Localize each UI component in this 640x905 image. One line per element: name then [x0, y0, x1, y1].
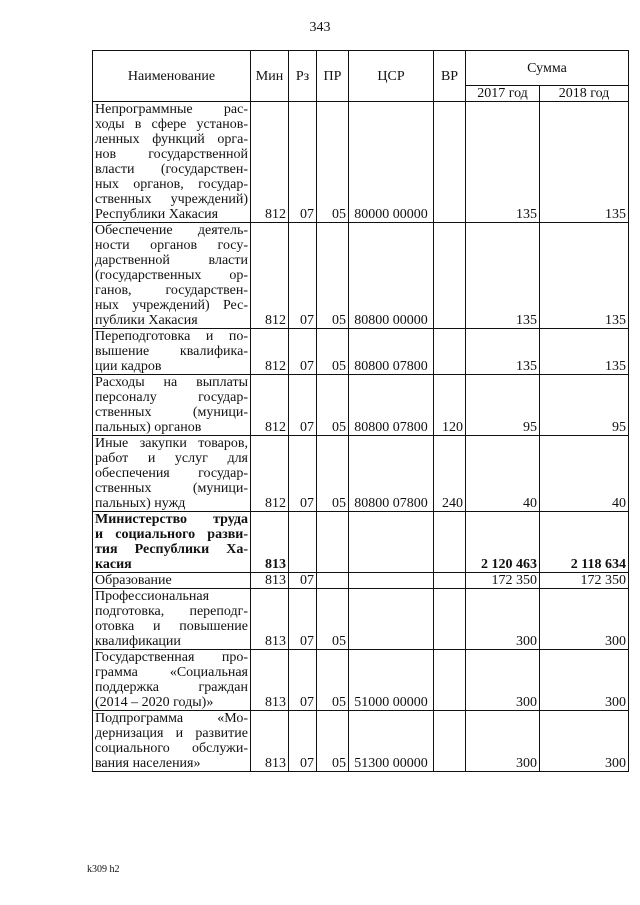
cell-rz: 07: [289, 711, 317, 772]
cell-pr: 05: [317, 589, 349, 650]
footer-code: k309 h2: [87, 864, 120, 875]
cell-y2017: 172 350: [466, 573, 540, 589]
header-min: Мин: [251, 51, 289, 102]
cell-rz: 07: [289, 573, 317, 589]
row-name-line: (государственных ор-: [95, 268, 248, 283]
table-row: [93, 102, 629, 223]
cell-rz: 07: [289, 329, 317, 375]
header-name: Наименование: [93, 51, 251, 102]
page-number: 343: [309, 20, 331, 35]
row-name-line: грамма «Социальная: [95, 665, 248, 680]
cell-rz: 07: [289, 589, 317, 650]
cell-min: 812: [251, 375, 289, 436]
row-name: [93, 223, 251, 329]
row-name-line: пальных) нужд: [95, 496, 186, 511]
cell-y2018: 135: [540, 102, 629, 223]
row-name-line: Профессиональная: [95, 589, 210, 604]
row-name-line: ленных функций орга-: [95, 132, 248, 147]
cell-min: 813: [251, 589, 289, 650]
table-row: [93, 589, 629, 650]
cell-csr: [349, 589, 434, 650]
cell-y2017: 95: [466, 375, 540, 436]
row-name-line: Иные закупки товаров,: [95, 436, 248, 451]
cell-pr: [317, 512, 349, 573]
cell-csr: 80800 07800: [349, 436, 434, 512]
cell-pr: [317, 573, 349, 589]
cell-csr: [349, 512, 434, 573]
cell-csr: 80800 07800: [349, 375, 434, 436]
cell-y2017: 300: [466, 711, 540, 772]
row-name: [93, 512, 251, 573]
header-csr: ЦСР: [349, 51, 434, 102]
header-pr: ПР: [317, 51, 349, 102]
cell-y2018: 300: [540, 589, 629, 650]
cell-y2017: 135: [466, 102, 540, 223]
row-name: [93, 329, 251, 375]
row-name-line: (2014 – 2020 годы)»: [95, 695, 214, 710]
row-name-line: нов государственной: [95, 147, 248, 162]
cell-y2018: 40: [540, 436, 629, 512]
cell-min: 813: [251, 711, 289, 772]
cell-y2018: 300: [540, 711, 629, 772]
row-name-line: поддержка граждан: [95, 680, 248, 695]
row-name: [93, 375, 251, 436]
table-row: [93, 512, 629, 573]
cell-y2017: 135: [466, 223, 540, 329]
cell-y2018: 95: [540, 375, 629, 436]
row-name-line: и социального разви-: [95, 527, 248, 542]
row-name: [93, 589, 251, 650]
row-name-line: Образование: [95, 573, 172, 588]
row-name: [93, 711, 251, 772]
row-name-line: обеспечения государ-: [95, 466, 248, 481]
table-row: [93, 329, 629, 375]
table-row: [93, 650, 629, 711]
row-name-line: Республики Хакасия: [95, 207, 219, 222]
cell-y2017: 135: [466, 329, 540, 375]
table-row: [93, 436, 629, 512]
cell-vr: [434, 650, 466, 711]
cell-y2018: 172 350: [540, 573, 629, 589]
row-name-line: Обеспечение деятель-: [95, 223, 248, 238]
cell-vr: [434, 512, 466, 573]
row-name-line: социального обслужи-: [95, 741, 248, 756]
cell-vr: [434, 329, 466, 375]
budget-table: [92, 50, 629, 772]
cell-csr: 80000 00000: [349, 102, 434, 223]
cell-rz: 07: [289, 375, 317, 436]
cell-csr: 80800 07800: [349, 329, 434, 375]
row-name-line: персоналу государ-: [95, 390, 248, 405]
row-name-line: работ и услуг для: [95, 451, 248, 466]
cell-rz: 07: [289, 650, 317, 711]
row-name-line: Министерство труда: [95, 512, 248, 527]
row-name-line: Расходы на выплаты: [95, 375, 248, 390]
row-name-line: ганов, государствен-: [95, 283, 248, 298]
cell-min: 813: [251, 573, 289, 589]
cell-csr: 80800 00000: [349, 223, 434, 329]
row-name-line: ных органов, государ-: [95, 177, 248, 192]
row-name-line: публики Хакасия: [95, 313, 198, 328]
header-vr: ВР: [434, 51, 466, 102]
table-row: [93, 223, 629, 329]
cell-vr: [434, 711, 466, 772]
cell-rz: 07: [289, 102, 317, 223]
row-name-line: ственных учреждений): [95, 192, 248, 207]
cell-y2017: 300: [466, 650, 540, 711]
cell-pr: 05: [317, 223, 349, 329]
cell-y2018: 135: [540, 223, 629, 329]
cell-pr: 05: [317, 102, 349, 223]
row-name-line: тия Республики Ха-: [95, 542, 248, 557]
cell-pr: 05: [317, 650, 349, 711]
row-name: [93, 650, 251, 711]
cell-vr: 120: [434, 375, 466, 436]
row-name-line: подготовка, переподг-: [95, 604, 248, 619]
row-name-line: вышение квалифика-: [95, 344, 248, 359]
row-name-line: дарственной власти: [95, 253, 248, 268]
row-name-line: Непрограммные рас-: [95, 102, 248, 117]
cell-min: 812: [251, 329, 289, 375]
row-name-line: власти (государствен-: [95, 162, 248, 177]
row-name-line: вания населения»: [95, 756, 201, 771]
table-row: [93, 573, 629, 589]
cell-rz: [289, 512, 317, 573]
cell-y2018: 135: [540, 329, 629, 375]
header-year-2017: 2017 год: [466, 86, 540, 102]
cell-y2017: 2 120 463: [466, 512, 540, 573]
cell-y2018: 300: [540, 650, 629, 711]
table-row: [93, 375, 629, 436]
row-name-line: Государственная про-: [95, 650, 248, 665]
cell-min: 813: [251, 512, 289, 573]
cell-min: 813: [251, 650, 289, 711]
cell-vr: 240: [434, 436, 466, 512]
cell-csr: 51300 00000: [349, 711, 434, 772]
cell-min: 812: [251, 223, 289, 329]
table-row: [93, 711, 629, 772]
row-name-line: Переподготовка и по-: [95, 329, 248, 344]
cell-min: 812: [251, 436, 289, 512]
cell-csr: [349, 573, 434, 589]
row-name-line: квалификации: [95, 634, 181, 649]
row-name-line: ходы в сфере установ-: [95, 117, 248, 132]
cell-pr: 05: [317, 711, 349, 772]
row-name-line: отовка и повышение: [95, 619, 248, 634]
cell-vr: [434, 223, 466, 329]
header-rz: Рз: [289, 51, 317, 102]
header-year-2018: 2018 год: [540, 86, 629, 102]
header-sum: Сумма: [466, 51, 629, 86]
row-name-line: ственных (муници-: [95, 405, 248, 420]
row-name: [93, 573, 251, 589]
row-name-line: дернизация и развитие: [95, 726, 248, 741]
cell-pr: 05: [317, 375, 349, 436]
row-name-line: ции кадров: [95, 359, 162, 374]
cell-vr: [434, 102, 466, 223]
row-name-line: ственных (муници-: [95, 481, 248, 496]
cell-y2018: 2 118 634: [540, 512, 629, 573]
cell-pr: 05: [317, 329, 349, 375]
cell-vr: [434, 573, 466, 589]
table-body: [93, 102, 629, 772]
row-name-line: ности органов госу-: [95, 238, 248, 253]
cell-y2017: 300: [466, 589, 540, 650]
row-name-line: Подпрограмма «Мо-: [95, 711, 248, 726]
cell-pr: 05: [317, 436, 349, 512]
cell-y2017: 40: [466, 436, 540, 512]
row-name: [93, 102, 251, 223]
row-name-line: пальных) органов: [95, 420, 202, 435]
cell-csr: 51000 00000: [349, 650, 434, 711]
cell-rz: 07: [289, 436, 317, 512]
cell-rz: 07: [289, 223, 317, 329]
cell-vr: [434, 589, 466, 650]
cell-min: 812: [251, 102, 289, 223]
row-name-line: ных учреждений) Рес-: [95, 298, 248, 313]
row-name: [93, 436, 251, 512]
row-name-line: касия: [95, 557, 132, 572]
